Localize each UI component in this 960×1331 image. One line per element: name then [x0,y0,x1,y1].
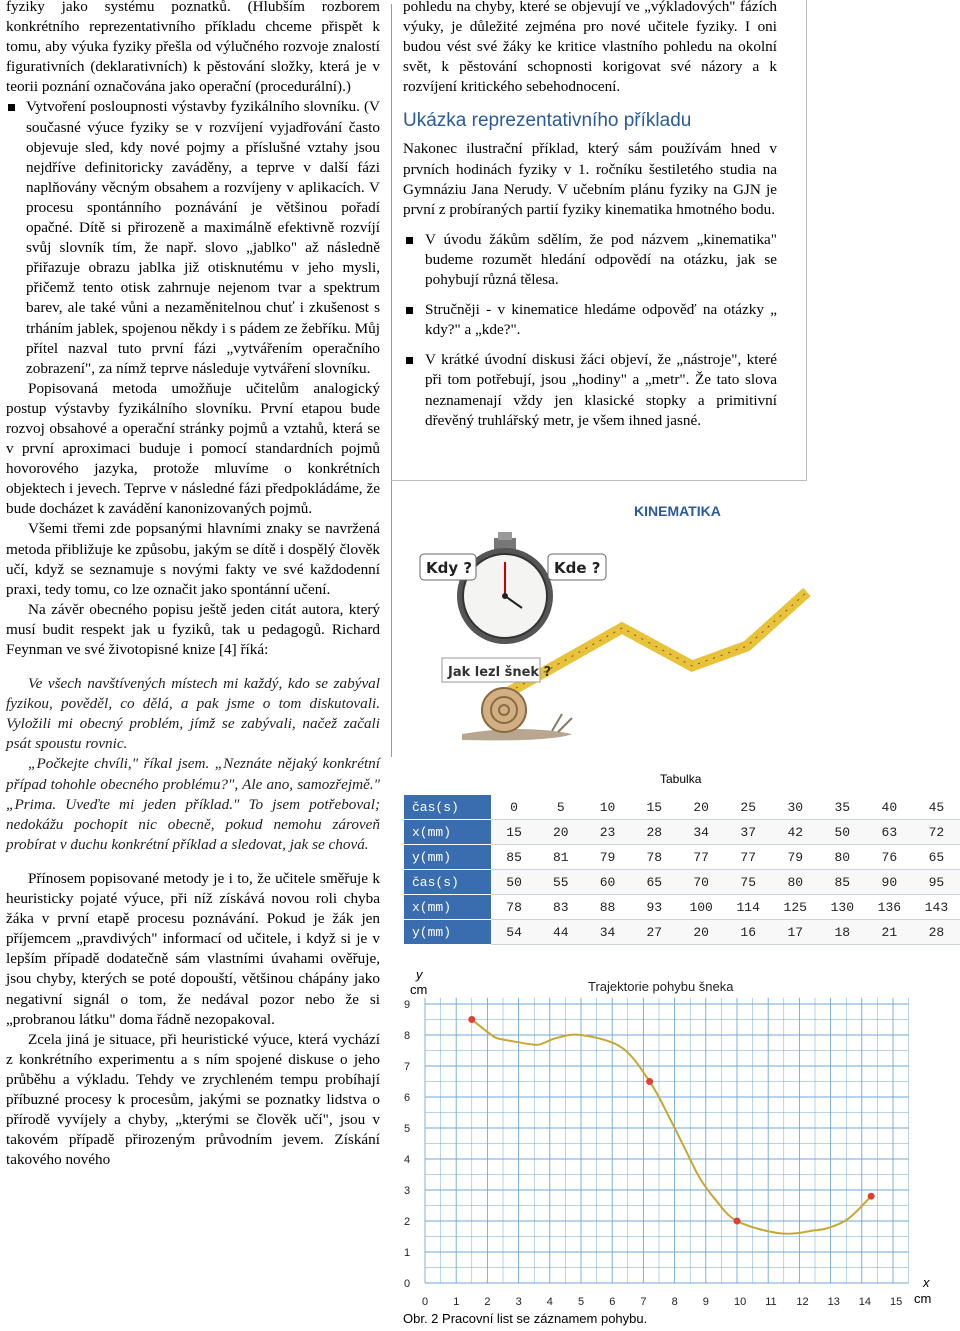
x-axis-label: x [923,1275,930,1290]
table-cell: 0 [491,795,538,820]
table-cell: 18 [819,920,866,945]
table-cell: 77 [678,845,725,870]
table-cell: 75 [725,870,772,895]
table-cell: 55 [537,870,584,895]
quote-paragraph: „Počkejte chvíli," říkal jsem. „Neznáte nějaký konkrétní případ tohohle obecného problému?", Ale ano, samozřejmě." „Prima. Uveďte mi jeden příklad." To jsem potřeboval; nedokážu pochopit nic obecně, pokud nemohu zároveň probírat v duchu konkrétní příklad a sledovat, jak se chová. [6,755,380,853]
svg-text:Jak lezl šnek ?: Jak lezl šnek ? [448,665,552,680]
table-cell: 114 [725,895,772,920]
list-item-text: V krátké úvodní diskusi žáci objeví, že „nástroje", které při tom potřebují, jsou „hodiny" a „metr". Že tato slova neznamenají vždy jen klasické stopky a primitivní dřevěný truhlářský metr, je všem ihned jasné. [425,351,777,429]
table-cell: 50 [491,870,538,895]
quote [6,674,380,855]
table-cell: 65 [631,870,678,895]
list-item-text: V úvodu žákům sdělím, že pod názvem „kinematika" budeme rozumět hledání odpovědí na otázku, jak se pohybují různá tělesa. [425,230,777,289]
table-cell: 54 [491,920,538,945]
y-tick-label: 8 [404,1030,411,1042]
column-divider [391,4,392,757]
svg-text:Kde ?: Kde ? [554,559,601,577]
table-cell: 95 [913,870,960,895]
y-axis-label: y [416,967,423,982]
section-divider [391,480,807,481]
table-cell: 50 [819,820,866,845]
x-tick-label: 9 [702,1296,709,1308]
paragraph: Zcela jiná je situace, při heuristické výuce, která vychází z konkrétního experimentu a s ním spojené diskuse o jeho průběhu a výkladu. Tehdy ve zrychleném tempu probíhají příbuzné procesy k procesům, jakými se poznatky lidstva o přírodě vyvíjely a chyby, „kterými se člověk učí", jsou v takovém případě přirozeným průvodním jevem. Získání takového nového [6,1030,380,1169]
x-tick-label: 6 [609,1296,616,1308]
table-cell: 60 [584,870,631,895]
table-cell: 80 [772,870,819,895]
table-cell: 35 [819,795,866,820]
chart-title: Trajektorie pohybu šneka [588,979,734,994]
table-cell: 78 [631,845,678,870]
table-cell: 40 [866,795,913,820]
y-tick-label: 4 [404,1154,411,1166]
x-tick-label: 7 [640,1296,647,1308]
table-cell: 130 [819,895,866,920]
table-cell: 15 [491,820,538,845]
y-tick-label: 7 [404,1061,411,1073]
table-cell: 90 [866,870,913,895]
x-tick-label: 1 [453,1296,460,1308]
paragraph: Nakonec ilustrační příklad, který sám používám hned v prvních hodinách fyziky v 1. ročníku šestiletého studia na Gymnáziu Jana Nerudy. V učebním plánu fyziky na GJN je první z probíraných partií fyziky kinematika hmotného bodu. [403,140,777,218]
table-cell: 100 [678,895,725,920]
table-cell: 93 [631,895,678,920]
table-cell: 65 [913,845,960,870]
table-cell: 81 [537,845,584,870]
table-cell: 88 [584,895,631,920]
y-tick-label: 5 [404,1123,411,1135]
table-cell: 125 [772,895,819,920]
stopwatch-icon [457,532,553,644]
table-cell: 20 [537,820,584,845]
x-tick-label: 11 [765,1296,777,1308]
table-caption: Tabulka [660,772,702,786]
table-cell: 76 [866,845,913,870]
figure-caption: Obr. 2 Pracovní list se záznamem pohybu. [403,1311,648,1326]
square-bullet-icon [8,104,15,111]
table-row [404,820,960,845]
snail-icon [462,688,572,740]
table-cell: 44 [537,920,584,945]
x-tick-label: 2 [484,1296,491,1308]
data-point [868,1193,875,1200]
y-axis-unit: cm [410,982,428,997]
bubble-when [420,554,476,580]
table-cell: 20 [678,795,725,820]
row-label: čas(s) [404,795,491,820]
y-tick-label: 0 [404,1278,411,1290]
list-item-text: Vytvoření posloupnosti výstavby fyzikálního slovníku. (V současné výuce fyziky se v rozvíjení vyjadřování často objevuje sled, kdy nové pojmy a příslušné vztahy jsou nejdříve definitoricky zaváděny, a teprve v další fázi naplňovány věcným obsahem a rozvíjeny v aplikacích. V procesu spontánního poznávání je většinou pořadí opačné. Dítě si přirozeně a maximálně efektivně rozvíjí svůj slovník tím, že např. slovo „jablko" až následně přiřazuje obrazu jablka již otisknutému v jeho mysli, přičemž tento otisk zahrnuje nejenom tvar a spektrum barev, ale také vůni a nezaměnitelnou chuť i zkušenost s trháním jablek, spojenou někdy i s pádem ze žebříku. Můj přítel nazval tuto první fázi „vytvářením operačního zobrazení", za nímž teprve následuje vytváření slovníku. [26,98,380,377]
x-tick-label: 0 [422,1296,429,1308]
series-line [472,1020,871,1234]
paragraph: Všemi třemi zde popsanými hlavními znaky se navržená metoda přibližuje ke způsobu, jakým se dítě i dospělý člověk učí, když se seznamuje s novými fakty ve své každodenní praxi, tedy tomu, co lze označit jako spontánní učení. [6,520,380,598]
table-cell: 15 [631,795,678,820]
x-tick-label: 15 [890,1296,903,1308]
x-tick-label: 14 [858,1296,872,1308]
data-point [734,1218,741,1225]
paragraph: fyziky jako systému poznatků. (Hlubším rozborem konkrétního reprezentativního příkladu chceme přispět k tomu, aby výuka fyziky přešla od výlučného rozvoje znalostí figurativních (deklarativních) k pěstování složky, která je v teorii poznání označována jako operační (procedurální).) [6,0,380,96]
paragraph: pohledu na chyby, které se objevují ve „výkladových" fázích výuky, je důležité zejména pro nové učitele fyziky. I oni budou vést své žáky ke kritice vlastního pohledu na okolní svět, k pěstování schopnosti korigovat své názory a k rozvíjení kritického sebehodnocení. [403,0,777,96]
paragraph: Na závěr obecného popisu ještě jeden citát autora, který musí budit respekt jak u fyziků, tak u pedagogů. Richard Feynman ve své životopisné knize [4] říká: [6,600,380,658]
row-label: x(mm) [404,820,491,845]
y-tick-label: 1 [404,1247,411,1259]
bubble-where [548,554,606,580]
data-point [468,1016,475,1023]
table-cell: 79 [584,845,631,870]
table-cell: 28 [913,920,960,945]
measurement-table [404,795,960,945]
list-item [403,300,777,340]
paragraph: Popisovaná metoda umožňuje učitelům analogický postup výstavby fyzikálního slovníku. První etapou bude rozvoj obsahové a operační stránky pojmů a vztahů, která se v první aproximaci buduje i pomocí standardních pojmů hovorového jazyka, protože mluvíme o konkrétních objektech i jevech. Teprve v následné fázi předpokládáme, že bude docházet k zavádění kanonizovaných pojmů. [6,379,380,518]
row-label: čas(s) [404,870,491,895]
figure-title: KINEMATIKA [634,503,721,519]
left-column [6,0,380,1170]
x-tick-label: 10 [734,1296,747,1308]
row-label: y(mm) [404,845,491,870]
paragraph: Přínosem popisované metody je i to, že učitele směřuje k heuristicky pojaté výuce, při níž získává novou roli chyba žáka v první etapě procesu poznávání. Pokud je žák jen příjemcem „pravdivých" informací od učitele, i když si je v lepším případě dodatečně sám vlastními úvahami ověřuje, jsou chyby, kterých se poté dopouští, většinou chápány jako negativní signál o tom, že nedával pozor nebo že si „probranou látku" doma řádně nezopakoval. [6,869,380,1028]
table-cell: 80 [819,845,866,870]
table-cell: 34 [584,920,631,945]
table-row [404,870,960,895]
x-axis-unit: cm [914,1291,932,1306]
row-label: x(mm) [404,895,491,920]
table-cell: 23 [584,820,631,845]
list-item [403,230,777,290]
table-cell: 10 [584,795,631,820]
table-cell: 30 [772,795,819,820]
table-cell: 143 [913,895,960,920]
x-tick-label: 13 [827,1296,840,1308]
right-column [403,0,777,431]
kinematics-illustration [402,528,822,758]
table-row [404,920,960,945]
table-cell: 78 [491,895,538,920]
section-heading: Ukázka reprezentativního příkladu [403,110,692,132]
list-item-text: Stručněji - v kinematice hledáme odpověď na otázky „ kdy?" a „kde?". [425,301,777,339]
table-cell: 5 [537,795,584,820]
trajectory-chart [398,965,948,1310]
table-cell: 27 [631,920,678,945]
table-cell: 25 [725,795,772,820]
table-cell: 42 [772,820,819,845]
table-cell: 85 [819,870,866,895]
x-tick-label: 12 [796,1296,809,1308]
square-bullet-icon [406,237,413,244]
table-cell: 37 [725,820,772,845]
table-cell: 34 [678,820,725,845]
table-row [404,795,960,820]
table-cell: 70 [678,870,725,895]
table-cell: 79 [772,845,819,870]
table-cell: 21 [866,920,913,945]
x-tick-label: 3 [515,1296,522,1308]
square-bullet-icon [406,307,413,314]
list-item [6,97,380,378]
column-divider [806,0,807,480]
bubble-snail [442,658,551,682]
table-cell: 28 [631,820,678,845]
table-cell: 85 [491,845,538,870]
list-item [403,350,777,430]
table-cell: 16 [725,920,772,945]
table-row [404,845,960,870]
table-cell: 72 [913,820,960,845]
svg-text:Kdy ?: Kdy ? [426,559,473,577]
x-tick-label: 5 [578,1296,585,1308]
square-bullet-icon [406,357,413,364]
table-cell: 77 [725,845,772,870]
y-tick-label: 9 [404,999,411,1011]
table-cell: 83 [537,895,584,920]
table-row [404,895,960,920]
table-cell: 17 [772,920,819,945]
x-tick-label: 8 [671,1296,678,1308]
x-tick-label: 4 [546,1296,553,1308]
table-cell: 136 [866,895,913,920]
table-cell: 63 [866,820,913,845]
y-tick-label: 3 [404,1185,411,1197]
y-tick-label: 2 [404,1216,411,1228]
data-point [646,1078,653,1085]
quote-paragraph: Ve všech navštívených místech mi každý, kdo se zabýval fyzikou, pověděl, co dělá, a pak jsme o tom diskutovali. Vyložili mi obecný problém, jímž se zabývali, načež začali psát spoustu rovnic. [6,675,380,753]
y-tick-label: 6 [404,1092,411,1104]
table-cell: 20 [678,920,725,945]
table-cell: 45 [913,795,960,820]
row-label: y(mm) [404,920,491,945]
